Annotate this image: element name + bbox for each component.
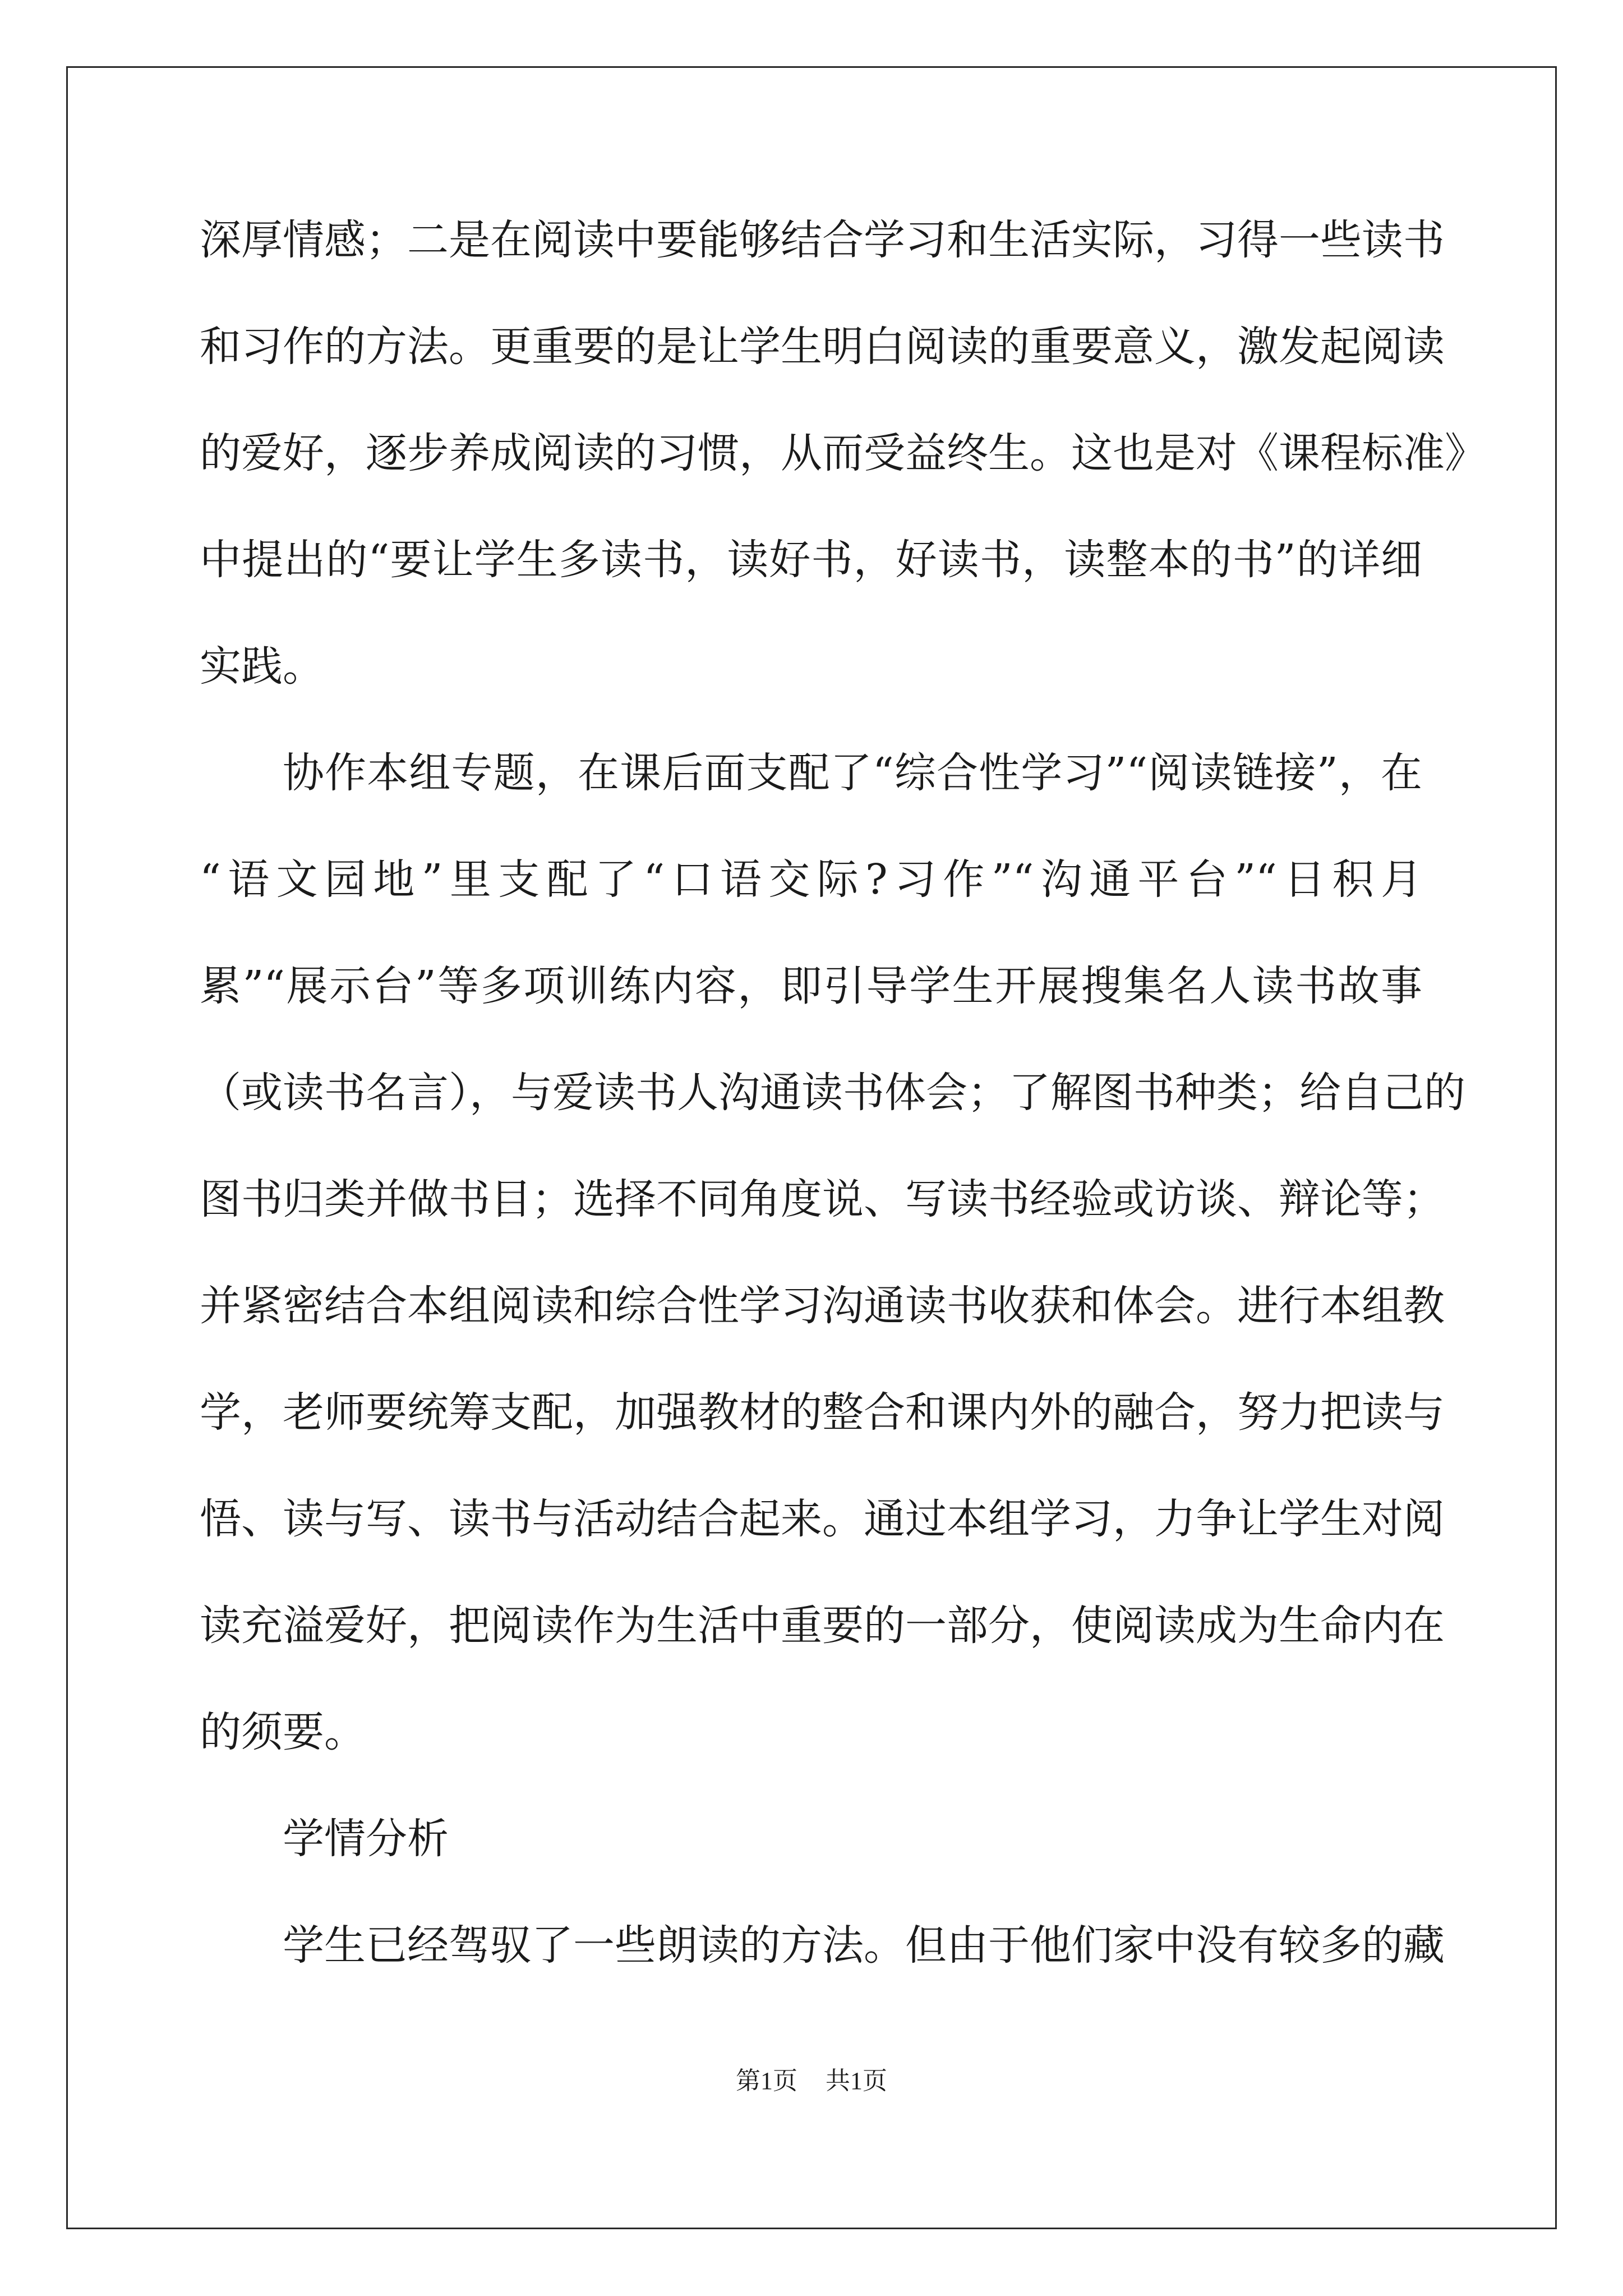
- text-line: 的须要。: [200, 1708, 366, 1756]
- text-line: 深厚情感；二是在阅读中要能够结合学习和生活实际，习得一些读书: [200, 216, 1445, 264]
- text-line: 的爱好，逐步养成阅读的习惯，从而受益终生。这也是对《课程标准》: [200, 429, 1486, 477]
- page-number: 第1页: [736, 2067, 797, 2095]
- section-heading: 学情分析: [283, 1815, 449, 1863]
- text-line: 图书归类并做书目；选择不同角度说、写读书经验或访谈、辩论等；: [200, 1175, 1445, 1223]
- page-total: 共1页: [826, 2067, 887, 2095]
- text-line: 累”“展示台”等多项训练内容，即引导学生开展搜集名人读书故事: [200, 962, 1422, 1010]
- text-line: “语文园地”里支配了“口语交际?习作”“沟通平台”“日积月: [200, 855, 1422, 904]
- page-footer: [0, 2064, 1623, 2098]
- text-line: 读充溢爱好，把阅读作为生活中重要的一部分，使阅读成为生命内在: [200, 1602, 1445, 1650]
- paragraph-first-line: 协作本组专题，在课后面支配了“综合性学习”“阅读链接”，在: [283, 749, 1422, 797]
- text-line: （或读书名言），与爱读书人沟通读书体会；了解图书种类；给自己的: [200, 1069, 1465, 1117]
- text-line: 学，老师要统筹支配，加强教材的整合和课内外的融合，努力把读与: [200, 1388, 1445, 1437]
- text-line: 实践。: [200, 642, 324, 691]
- text-line: 并紧密结合本组阅读和综合性学习沟通读书收获和体会。进行本组教: [200, 1282, 1445, 1330]
- text-line: 和习作的方法。更重要的是让学生明白阅读的重要意义，激发起阅读: [200, 323, 1445, 371]
- text-line: 悟、读与写、读书与活动结合起来。通过本组学习，力争让学生对阅: [200, 1495, 1445, 1543]
- text-line: 中提出的“要让学生多读书，读好书，好读书，读整本的书”的详细: [200, 536, 1422, 584]
- page-border: [66, 66, 1557, 2229]
- paragraph-first-line: 学生已经驾驭了一些朗读的方法。但由于他们家中没有较多的藏: [283, 1921, 1445, 1970]
